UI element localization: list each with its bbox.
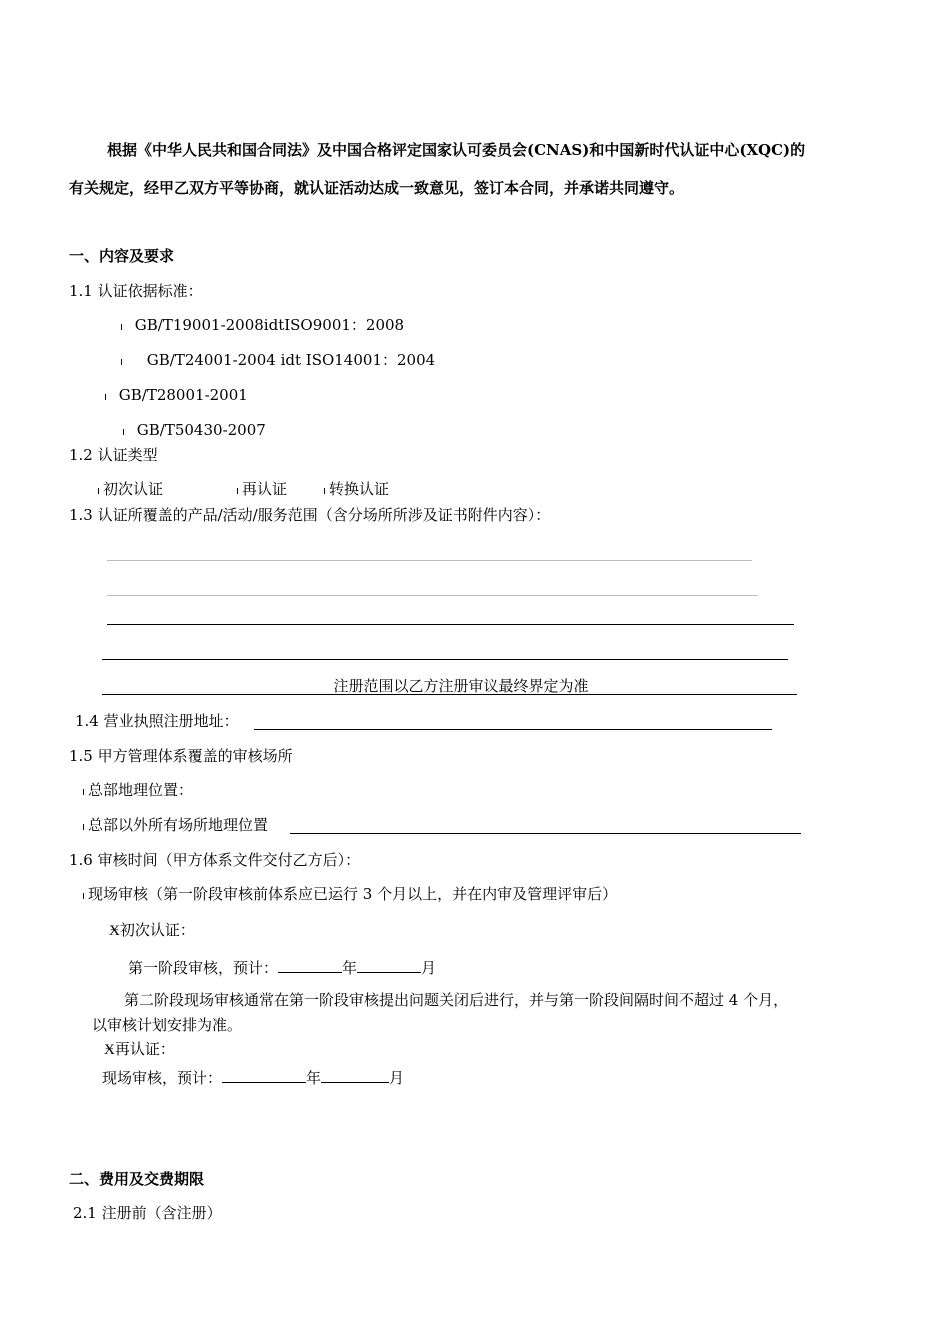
standard-item bbox=[120, 318, 404, 333]
cert-type-transfer: ı 转换认证 bbox=[323, 480, 390, 498]
initial-cert: Ӿ初次认证： bbox=[109, 921, 195, 939]
checkbox-icon: ı bbox=[82, 888, 86, 902]
scope-line bbox=[107, 595, 758, 596]
sub-item-icon: Ӿ bbox=[104, 1040, 115, 1058]
address-field bbox=[254, 729, 772, 730]
clause-1-2: 1.2 认证类型 bbox=[69, 446, 158, 464]
checkbox-icon: ı bbox=[97, 483, 101, 497]
intro-line-1: 根据《中华人民共和国合同法》及中国合格评定国家认可委员会(CNAS)和中国新时代认证中心(XQC)的 bbox=[107, 141, 806, 159]
standard-label: GB/T28001-2001 bbox=[118, 386, 248, 404]
standard-item bbox=[120, 353, 435, 368]
checkbox-icon: ı bbox=[122, 424, 126, 438]
standard-item bbox=[104, 388, 248, 403]
standard-label: GB/T19001-2008idtISO9001：2008 bbox=[134, 316, 405, 334]
recert-audit: 现场审核，预计： 年 月 bbox=[102, 1069, 405, 1087]
sub-item-icon: Ӿ bbox=[109, 921, 120, 939]
recert-year-field bbox=[222, 1068, 306, 1083]
cert-type-initial: ı 初次认证 bbox=[97, 480, 164, 498]
checkbox-icon: ı bbox=[323, 483, 327, 497]
stage2-line-1: 第二阶段现场审核通常在第一阶段审核提出问题关闭后进行，并与第一阶段间隔时间不超过 4 个月， bbox=[124, 991, 789, 1009]
checkbox-icon: ı bbox=[120, 319, 124, 333]
recert-month-field bbox=[321, 1068, 389, 1083]
checkbox-icon: ı bbox=[104, 389, 108, 403]
intro-line-2: 有关规定，经甲乙双方平等协商，就认证活动达成一致意见，签订本合同，并承诺共同遵守。 bbox=[69, 179, 685, 197]
checkbox-icon: ı bbox=[236, 483, 240, 497]
clause-1-4: 1.4 营业执照注册地址： bbox=[75, 712, 239, 730]
standard-item bbox=[122, 423, 266, 438]
section-1-title: 一、内容及要求 bbox=[69, 247, 175, 265]
checkbox-icon: ı bbox=[82, 784, 86, 798]
clause-2-1: 2.1 注册前（含注册） bbox=[73, 1204, 222, 1222]
other-locations-field bbox=[290, 833, 801, 834]
scope-note: 注册范围以乙方注册审议最终界定为准 bbox=[333, 677, 589, 695]
scope-line bbox=[102, 659, 788, 660]
section-2-title: 二、费用及交费期限 bbox=[69, 1170, 205, 1188]
other-locations: ı 总部以外所有场所地理位置 bbox=[82, 816, 269, 834]
hq-location: ı 总部地理位置： bbox=[82, 781, 194, 799]
clause-1-1: 1.1 认证依据标准： bbox=[69, 282, 203, 300]
checkbox-icon: ı bbox=[120, 354, 124, 368]
clause-1-3: 1.3 认证所覆盖的产品/活动/服务范围（含分场所所涉及证书附件内容）： bbox=[69, 506, 551, 524]
stage1-month-field bbox=[357, 958, 421, 973]
stage1-audit: 第一阶段审核，预计： 年 月 bbox=[128, 959, 437, 977]
cert-type-recert: ı 再认证 bbox=[236, 480, 288, 498]
stage2-line-2: 以审核计划安排为准。 bbox=[92, 1016, 243, 1034]
standard-label: GB/T50430-2007 bbox=[136, 421, 266, 439]
scope-line bbox=[107, 560, 752, 561]
stage1-year-field bbox=[278, 958, 342, 973]
recert: Ӿ再认证： bbox=[104, 1040, 175, 1058]
checkbox-icon: ı bbox=[82, 819, 86, 833]
clause-1-6: 1.6 审核时间（甲方体系文件交付乙方后）： bbox=[69, 851, 361, 869]
onsite-audit: ı 现场审核（第一阶段审核前体系应已运行 3 个月以上，并在内审及管理评审后） bbox=[82, 885, 618, 903]
standard-label: GB/T24001-2004 idt ISO14001：2004 bbox=[146, 351, 436, 369]
scope-line bbox=[107, 624, 794, 625]
clause-1-5: 1.5 甲方管理体系覆盖的审核场所 bbox=[69, 747, 293, 765]
